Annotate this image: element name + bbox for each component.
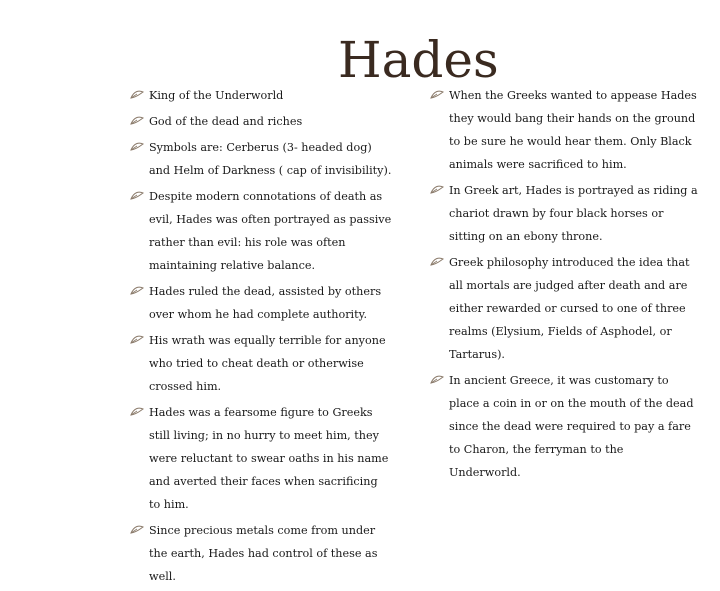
bullet-text: Symbols are: Cerberus (3- headed dog) and Helm of Darkness ( cap of invisibility). bbox=[149, 141, 392, 177]
list-item bbox=[130, 280, 392, 326]
leaf-bullet-icon bbox=[130, 116, 144, 126]
list-item bbox=[430, 369, 698, 484]
bullet-text: His wrath was equally terrible for anyone who tried to cheat death or otherwise crossed him. bbox=[149, 334, 386, 393]
list-item bbox=[430, 251, 698, 366]
left-bullet-list bbox=[130, 84, 392, 591]
list-item bbox=[430, 84, 698, 176]
list-item bbox=[430, 179, 698, 248]
leaf-bullet-icon bbox=[430, 185, 444, 195]
bullet-text: In Greek art, Hades is portrayed as riding a chariot drawn by four black horses or sitting on an ebony throne. bbox=[449, 184, 698, 243]
bullet-text: Despite modern connotations of death as evil, Hades was often portrayed as passive rather than evil: his role was often maintaining relative balance. bbox=[149, 190, 392, 272]
leaf-bullet-icon bbox=[130, 407, 144, 417]
list-item bbox=[130, 136, 392, 182]
list-item bbox=[130, 401, 392, 516]
list-item bbox=[130, 84, 392, 107]
leaf-bullet-icon bbox=[430, 90, 444, 100]
list-item bbox=[130, 519, 392, 588]
list-item bbox=[130, 110, 392, 133]
bullet-text: God of the dead and riches bbox=[149, 115, 303, 128]
bullet-text: In ancient Greece, it was customary to place a coin in or on the mouth of the dead since the dead were required to pay a fare to Charon, the ferryman to the Underworld. bbox=[449, 374, 694, 479]
slide-title: Hades bbox=[338, 31, 499, 89]
bullet-text: King of the Underworld bbox=[149, 89, 284, 102]
leaf-bullet-icon bbox=[130, 142, 144, 152]
bullet-text: Hades was a fearsome figure to Greeks still living; in no hurry to meet him, they were reluctant to swear oaths in his name and averted their faces when sacrificing to him. bbox=[149, 406, 389, 511]
bullet-text: Since precious metals come from under the earth, Hades had control of these as well. bbox=[149, 524, 378, 583]
bullet-text: Greek philosophy introduced the idea that all mortals are judged after death and are either rewarded or cursed to one of three realms (Elysium, Fields of Asphodel, or Tartarus). bbox=[449, 256, 690, 361]
leaf-bullet-icon bbox=[130, 286, 144, 296]
leaf-bullet-icon bbox=[430, 375, 444, 385]
list-item bbox=[130, 185, 392, 277]
leaf-bullet-icon bbox=[130, 90, 144, 100]
bullet-text: When the Greeks wanted to appease Hades they would bang their hands on the ground to be sure he would hear them. Only Black animals were sacrificed to him. bbox=[449, 89, 697, 171]
right-bullet-list bbox=[430, 84, 698, 487]
bullet-text: Hades ruled the dead, assisted by others over whom he had complete authority. bbox=[149, 285, 382, 321]
leaf-bullet-icon bbox=[130, 525, 144, 535]
leaf-bullet-icon bbox=[130, 335, 144, 345]
list-item bbox=[130, 329, 392, 398]
leaf-bullet-icon bbox=[430, 257, 444, 267]
leaf-bullet-icon bbox=[130, 191, 144, 201]
